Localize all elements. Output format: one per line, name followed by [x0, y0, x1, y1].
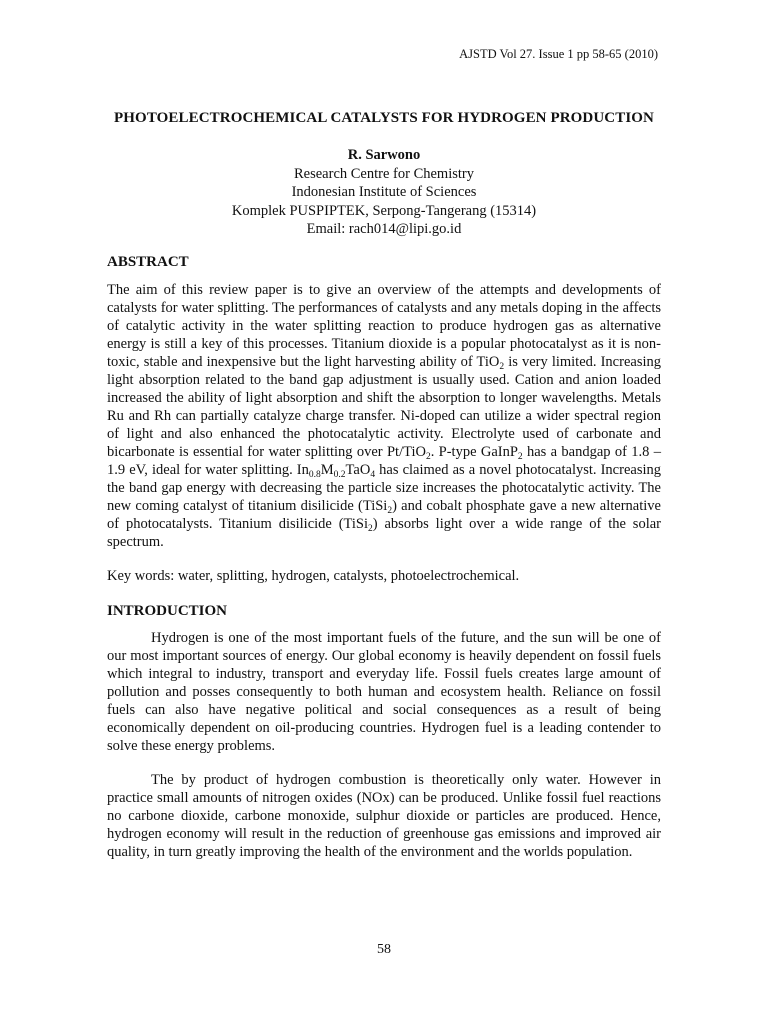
page-number: 58: [377, 942, 391, 957]
abstract-text: is very limited. Increasing light absorption related to the band gap adjustment is usually used. Cation and anion loaded increased the ability of light absorption and shift the absorption to longer wavelengths. Metals Ru and Rh can partially catalyze charge transfer. Ni-doped can utilize a wider spectral region of light and also enhanced the photocatalytic activity. Electrolyte used of carbonate and bicarbonate is essential for water splitting over Pt/TiO: [107, 354, 661, 460]
abstract-text: The aim of this review paper is to give an overview of the attempts and developments of catalysts for water splitting. The performances of catalysts and any metals doping in the affects of catalytic activity in the water splitting reaction to produce hydrogen gas as alternative energy is still a key of this processes. Titanium dioxide is a popular photocatalyst as it is non-toxic, stable and inexpensive but the light harvesting ability of TiO: [107, 282, 661, 370]
abstract-body: [107, 281, 661, 551]
author-email: Email: rach014@lipi.go.id: [306, 221, 462, 237]
chemical-subscript: 0.2: [333, 470, 346, 480]
introduction-heading: INTRODUCTION: [107, 603, 228, 619]
affiliation-line: Research Centre for Chemistry: [294, 165, 474, 182]
abstract-text: . P-type GaInP: [430, 444, 518, 460]
chemical-subscript: 2: [368, 524, 373, 534]
keywords: Key words: water, splitting, hydrogen, catalysts, photoelectrochemical.: [107, 568, 520, 584]
abstract-text: M: [320, 462, 334, 478]
introduction-paragraph: The by product of hydrogen combustion is theoretically only water. However in practice small amounts of nitrogen oxides (NOx) can be produced. Unlike fossil fuel reactions no carbone dioxide, carbone monoxide, sulphur dioxide or particles are produced. Hence, hydrogen economy will result in the reduction of greenhouse gas emissions and improved air quality, in turn greatly improving the health of the environment and the worlds population.: [107, 772, 661, 860]
author-block: [0, 146, 768, 239]
abstract-text: ) and cobalt phosphate gave a new alternative of photocatalysts. Titanium disilicide (TiSi: [107, 498, 661, 532]
chemical-subscript: 2: [499, 362, 505, 372]
chemical-subscript: 4: [370, 470, 376, 480]
abstract-heading: ABSTRACT: [107, 254, 189, 270]
abstract-text: has claimed as a novel photocatalyst. Increasing the band gap energy with decreasing the particle size increases the photocatalytic activity. The new coming catalyst of titanium disilicide (TiSi: [107, 462, 661, 514]
introduction-paragraph: Hydrogen is one of the most important fuels of the future, and the sun will be one of our most important sources of energy. Our global economy is heavily dependent on fossil fuels which integral to industry, transport and everyday life. Fossil fuels creates large amount of pollution and posses consequently to both human and ecosystem health. Reliance on fossil fuels can also have negative political and social consequences as a result of being economically dependent on oil-producing countries. Hydrogen fuel is a leading contender to solve these energy problems.: [107, 630, 661, 754]
chemical-subscript: 2: [387, 506, 393, 516]
abstract-text: TaO: [345, 462, 371, 478]
abstract-text: has a bandgap of 1.8 – 1.9 eV, ideal for water splitting. In: [107, 444, 661, 478]
author-name: R. Sarwono: [347, 147, 421, 163]
running-head: AJSTD Vol 27. Issue 1 pp 58-65 (2010): [459, 47, 658, 61]
affiliation-line: Indonesian Institute of Sciences: [291, 184, 477, 200]
chemical-subscript: 2: [425, 452, 431, 462]
chemical-subscript: 0.8: [308, 470, 321, 480]
paper-title: PHOTOELECTROCHEMICAL CATALYSTS FOR HYDROGEN PRODUCTION: [114, 110, 654, 126]
affiliation-line: Komplek PUSPIPTEK, Serpong-Tangerang (15314): [231, 202, 537, 219]
abstract-text: ) absorbs light over a wide range of the solar spectrum.: [107, 516, 661, 550]
chemical-subscript: 2: [517, 452, 523, 462]
